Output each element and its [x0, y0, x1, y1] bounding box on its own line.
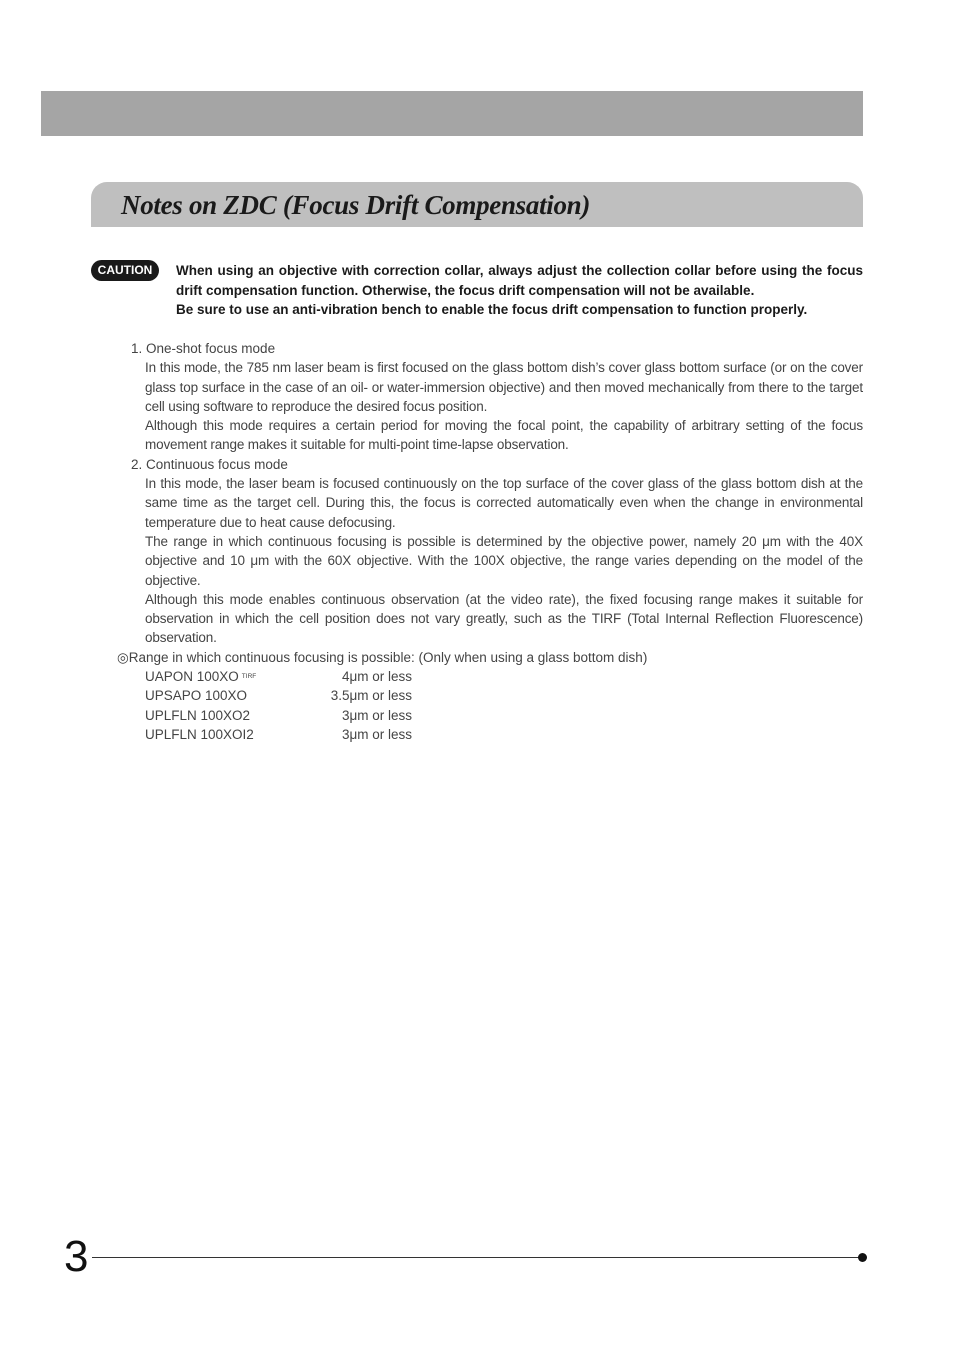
objective-model: UPLFLN 100XOI2 — [145, 726, 254, 742]
objective-model: UPLFLN 100XO2 — [145, 707, 251, 723]
caution-text — [176, 261, 863, 320]
range-row — [145, 667, 863, 686]
footer-dot — [858, 1253, 867, 1262]
main-content — [117, 339, 863, 744]
range-table — [145, 667, 863, 744]
range-row — [145, 725, 863, 744]
header-band — [41, 91, 863, 136]
caution-line: Be sure to use an anti-vibration bench to enable the focus drift compensation to function properly. — [176, 302, 808, 317]
paragraph: Although this mode enables continuous observation (at the video rate), the fixed focusing range makes it suitable for observation in which the cell position does not vary greatly, such as the TIRF (Total Internal Reflection Fluorescence) observation. — [145, 591, 863, 646]
page-number: 3 — [64, 1232, 89, 1281]
caution-line: When using an objective with correction collar, always adjust the collection collar before using the focus drift compensation function. Otherwise, the focus drift compensation will not be available. — [176, 263, 863, 298]
paragraph: Although this mode requires a certain period for moving the focal point, the capability of arbitrary setting of the focus movement range makes it suitable for multi-point time-lapse observation. — [145, 418, 863, 453]
range-value: 4μm or less — [341, 669, 412, 685]
objective-model: UPSAPO 100XO — [145, 688, 248, 704]
range-value: 3.5μm or less — [330, 688, 412, 704]
model-suffix: TIRF — [241, 673, 257, 681]
item-heading-continuous: 2. Continuous focus mode — [131, 456, 288, 472]
paragraph: In this mode, the laser beam is focused continuously on the top surface of the cover glass of the glass bottom dish at the same time as the target cell. During this, the focus is corrected automatically even when the change in environmental temperature due to heat cause defocusing. — [145, 476, 863, 530]
page-title: Notes on ZDC (Focus Drift Compensation) — [121, 190, 591, 220]
objective-model: UAPON 100XO $^{TIRF}$ — [145, 669, 257, 685]
range-note: ◎Range in which continuous focusing is possible: (Only when using a glass bottom dish) — [117, 649, 648, 665]
section-title-tab — [91, 182, 863, 227]
caution-badge: CAUTION — [91, 260, 159, 281]
item-heading-one-shot: 1. One-shot focus mode — [131, 341, 276, 356]
paragraph: The range in which continuous focusing is possible is determined by the objective power, namely 20 μm with the 40X objective and 10 μm with the 60X objective. With the 100X objective, the range varies depending on the model of the objective. — [145, 533, 863, 588]
range-value: 3μm or less — [341, 726, 412, 742]
paragraph: In this mode, the 785 nm laser beam is first focused on the glass bottom dish’s cover glass bottom surface (or on the cover glass top surface in the case of an oil- or water-immersion objective) and then moved mechanically from there to the target cell using software to reproduce the desired focus position. — [145, 360, 863, 414]
range-row — [145, 706, 863, 725]
range-row — [145, 686, 863, 705]
range-value: 3μm or less — [341, 707, 412, 723]
footer-rule — [92, 1257, 862, 1258]
